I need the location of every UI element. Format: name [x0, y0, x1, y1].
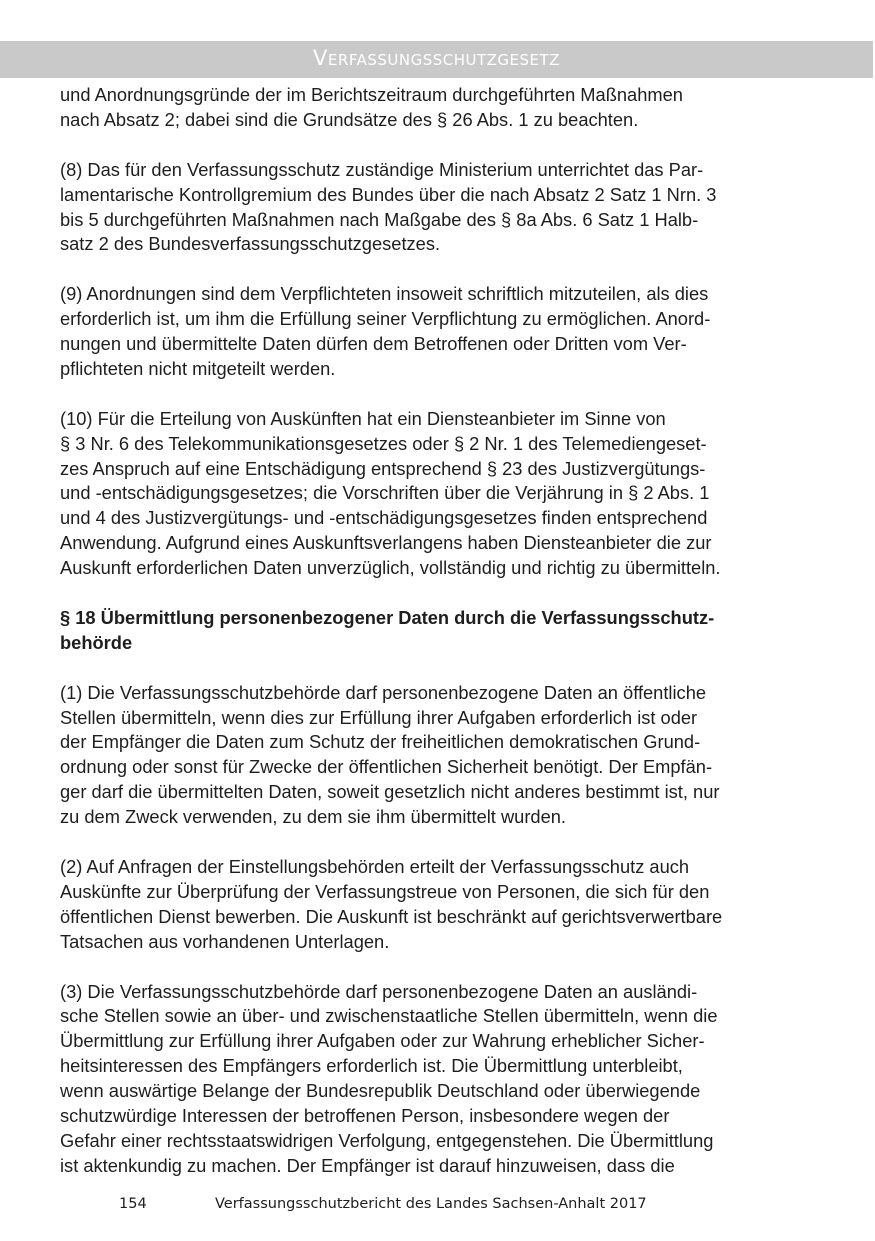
text-line: schutzwürdige Interessen der betroffenen Person, insbesondere wegen der: [60, 1105, 670, 1127]
text-line: Übermittlung zur Erfüllung ihrer Aufgaben oder zur Wahrung erheblicher Sicher-: [60, 1030, 705, 1052]
text-line: Auskunft erforderlichen Daten unverzüglich, vollständig und richtig zu übermitteln.: [60, 557, 721, 579]
text-line: erforderlich ist, um ihm die Erfüllung seiner Verpflichtung zu ermöglichen. Anord-: [60, 308, 711, 330]
paragraph-8: [60, 158, 818, 258]
text-line: Gefahr einer rechtsstaatswidrigen Verfolgung, entgegenstehen. Die Übermittlung: [60, 1129, 714, 1151]
text-line: nungen und übermittelte Daten dürfen dem Betroffenen oder Dritten vom Ver-: [60, 333, 687, 355]
running-header-title: Verfassungsschutzgesetz: [313, 46, 560, 70]
text-line: (1) Die Verfassungsschutzbehörde darf personenbezogene Daten an öffentliche: [60, 681, 707, 703]
paragraph-1: [60, 681, 818, 830]
text-line: (9) Anordnungen sind dem Verpflichteten insoweit schriftlich mitzuteilen, als dies: [60, 283, 709, 305]
text-line: (2) Auf Anfragen der Einstellungsbehörden erteilt der Verfassungsschutz auch: [60, 856, 690, 877]
text-line: nach Absatz 2; dabei sind die Grundsätze des § 26 Abs. 1 zu beachten.: [60, 108, 639, 130]
text-line: öffentlichen Dienst bewerben. Die Auskunft ist beschränkt auf gerichtsverwertbare: [60, 905, 723, 927]
text-line: pflichteten nicht mitgeteilt werden.: [60, 357, 336, 379]
text-line: (3) Die Verfassungsschutzbehörde darf personenbezogene Daten an ausländi-: [60, 980, 698, 1002]
paragraph-9: [60, 282, 818, 382]
text-line: heitsinteressen des Empfängers erforderlich ist. Die Übermittlung unterbleibt,: [60, 1055, 683, 1077]
text-line: und -entschädigungsgesetzes; die Vorschriften über die Verjährung in § 2 Abs. 1: [60, 482, 710, 504]
text-line: Anwendung. Aufgrund eines Auskunftsverlangens haben Diensteanbieter die zur: [60, 532, 712, 554]
paragraph-3: [60, 980, 818, 1179]
page-footer: [0, 1196, 875, 1220]
text-line: § 3 Nr. 6 des Telekommunikationsgesetzes oder § 2 Nr. 1 des Telemediengeset-: [60, 432, 707, 454]
text-line: Auskünfte zur Überprüfung der Verfassungstreue von Personen, die sich für den: [60, 880, 710, 902]
text-line: ger darf die übermittelten Daten, soweit gesetzlich nicht anderes bestimmt ist, nur: [60, 781, 720, 803]
text-line: bis 5 durchgeführten Maßnahmen nach Maßgabe des § 8a Abs. 6 Satz 1 Halb-: [60, 208, 699, 230]
page-number: 154: [119, 1196, 147, 1212]
text-line: wenn auswärtige Belange der Bundesrepublik Deutschland oder überwiegende: [60, 1080, 701, 1102]
paragraph-continuation: [60, 83, 818, 133]
text-line: sche Stellen sowie an über- und zwischenstaatliche Stellen übermitteln, wenn die: [60, 1005, 718, 1027]
publication-title: Verfassungsschutzbericht des Landes Sachsen-Anhalt 2017: [215, 1196, 647, 1212]
text-line: ist aktenkundig zu machen. Der Empfänger ist darauf hinzuweisen, dass die: [60, 1154, 675, 1176]
text-line: (10) Für die Erteilung von Auskünften hat ein Diensteanbieter im Sinne von: [60, 407, 666, 429]
text-line: (8) Das für den Verfassungsschutz zuständige Ministerium unterrichtet das Par-: [60, 158, 704, 180]
text-line: zu dem Zweck verwenden, zu dem sie ihm übermittelt wurden.: [60, 806, 566, 828]
text-line: satz 2 des Bundesverfassungsschutzgesetzes.: [60, 233, 441, 255]
running-header: [0, 41, 873, 78]
text-line: und 4 des Justizvergütungs- und -entschädigungsgesetzes finden entsprechend: [60, 507, 708, 529]
text-line: ordnung oder sonst für Zwecke der öffentlichen Sicherheit benötigt. Der Empfän-: [60, 756, 713, 778]
paragraph-2: [60, 855, 818, 955]
heading-line: behörde: [60, 631, 133, 653]
text-line: Stellen übermitteln, wenn dies zur Erfüllung ihrer Aufgaben erforderlich ist oder: [60, 706, 698, 728]
text-line: Tatsachen aus vorhandenen Unterlagen.: [60, 930, 390, 952]
text-line: lamentarische Kontrollgremium des Bundes über die nach Absatz 2 Satz 1 Nrn. 3: [60, 183, 717, 205]
heading-line: § 18 Übermittlung personenbezogener Daten durch die Verfassungsschutz-: [60, 606, 715, 628]
text-line: zes Anspruch auf eine Entschädigung entsprechend § 23 des Justizvergütungs-: [60, 457, 706, 479]
text-line: und Anordnungsgründe der im Berichtszeitraum durchgeführten Maßnahmen: [60, 84, 683, 105]
page-body: [60, 83, 818, 1204]
section-heading: [60, 606, 818, 656]
text-line: der Empfänger die Daten zum Schutz der freiheitlichen demokratischen Grund-: [60, 731, 701, 753]
paragraph-10: [60, 407, 818, 581]
